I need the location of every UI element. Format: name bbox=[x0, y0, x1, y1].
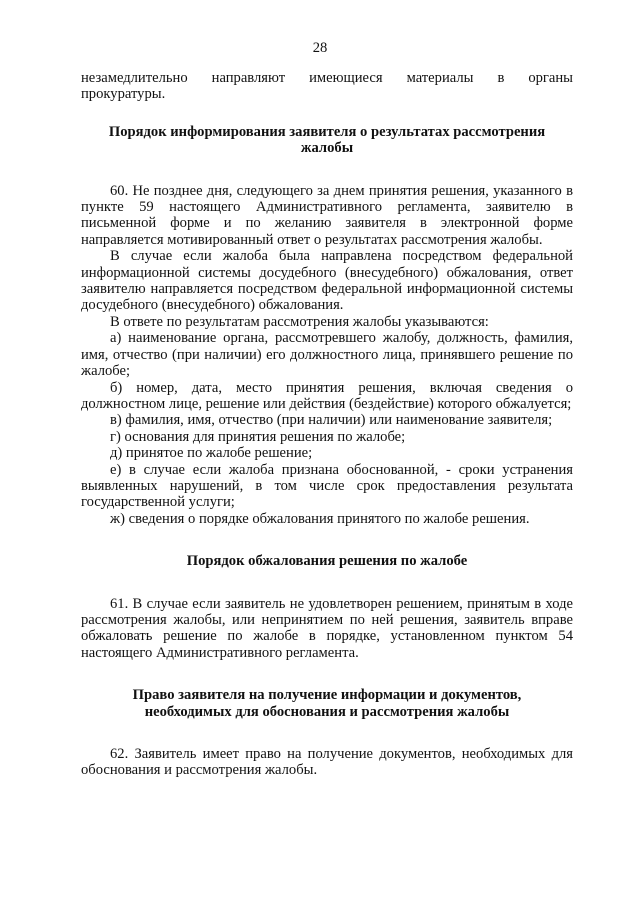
list-item-zh: ж) сведения о порядке обжалования принятого по жалобе решения. bbox=[110, 510, 530, 527]
section-heading-appeal: Порядок обжалования решения по жалобе bbox=[186, 553, 468, 570]
list-item-a: а) наименование органа, рассмотревшего жалобу, должность, фамилия, имя, отчество (при наличии) его должностного лица, принявшего решение по жалобе; bbox=[81, 330, 573, 380]
paragraph-62: 62. Заявитель имеет право на получение документов, необходимых для обоснования и рассмотрения жалобы. bbox=[81, 746, 573, 779]
paragraph-60: 60. Не позднее дня, следующего за днем принятия решения, указанного в пункте 59 настоящего Административного регламента, заявителю в письменной форме и по желанию заявителя в электронной форме направляется мотивированный ответ о результатах рассмотрения жалобы. bbox=[81, 182, 573, 248]
list-item-v: в) фамилия, имя, отчество (при наличии) или наименование заявителя; bbox=[110, 412, 553, 429]
paragraph-61: 61. В случае если заявитель не удовлетворен решением, принятым в ходе рассмотрения жалобы, или непринятием по ней решения, заявитель вправе обжаловать решение по жалобе в порядке, установленном пунктом 54 настоящего Административного регламента. bbox=[81, 595, 573, 661]
list-item-d: д) принятое по жалобе решение; bbox=[110, 445, 313, 462]
section-heading-informing: Порядок информирования заявителя о результатах рассмотрения жалобы bbox=[108, 123, 546, 157]
page-number: 28 bbox=[312, 40, 328, 56]
list-item-g: г) основания для принятия решения по жалобе; bbox=[110, 428, 406, 445]
paragraph-60-answer-contents: В ответе по результатам рассмотрения жалобы указываются: bbox=[110, 313, 489, 330]
intro-line-2: прокуратуры. bbox=[81, 86, 166, 103]
paragraph-60-federal-system: В случае если жалоба была направлена посредством федеральной информационной системы досудебного (внесудебного) обжалования, ответ заявителю направляется посредством федеральной информационной системы досудебного (внесудебного) обжалования. bbox=[81, 248, 573, 314]
intro-line-1: незамедлительно направляют имеющиеся материалы в органы bbox=[81, 70, 573, 86]
list-item-e: е) в случае если жалоба признана обоснованной, - сроки устранения выявленных нарушений, в том числе срок предоставления результата государственной услуги; bbox=[81, 461, 573, 511]
list-item-b: б) номер, дата, место принятия решения, включая сведения о должностном лице, решение или действия (бездействие) которого обжалуется; bbox=[81, 379, 573, 412]
section-heading-rights-line-1: Право заявителя на получение информации и документов, bbox=[132, 687, 522, 704]
section-heading-rights-line-2: необходимых для обоснования и рассмотрения жалобы bbox=[144, 703, 510, 720]
page-content bbox=[81, 70, 573, 779]
